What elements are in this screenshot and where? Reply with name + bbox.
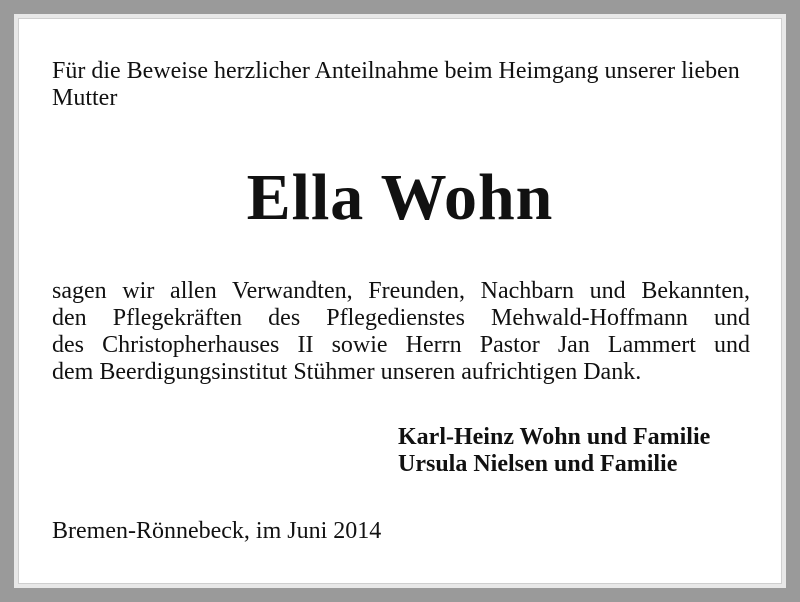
thanks-line: sagen wir allen Verwandten, Freunden, Nachbarn und Bekannten,	[52, 278, 750, 304]
deceased-name: Ella Wohn	[246, 161, 554, 234]
signature-block	[398, 424, 758, 478]
place-date: Bremen-Rönnebeck, im Juni 2014	[52, 518, 382, 544]
thanks-line: dem Beerdigungsinstitut Stühmer unseren aufrichtigen Dank.	[52, 359, 642, 385]
thanks-line: den Pflegekräften des Pflegedienstes Mehwald-Hoffmann und	[52, 305, 750, 331]
signature-line: Karl-Heinz Wohn und Familie	[398, 424, 711, 450]
signature-line: Ursula Nielsen und Familie	[398, 451, 678, 477]
intro-text: Für die Beweise herzlicher Anteilnahme beim Heimgang unserer lieben Mutter	[52, 58, 740, 111]
thanks-line: des Christopherhauses II sowie Herrn Pastor Jan Lammert und	[52, 332, 750, 358]
thanks-paragraph	[52, 278, 750, 386]
